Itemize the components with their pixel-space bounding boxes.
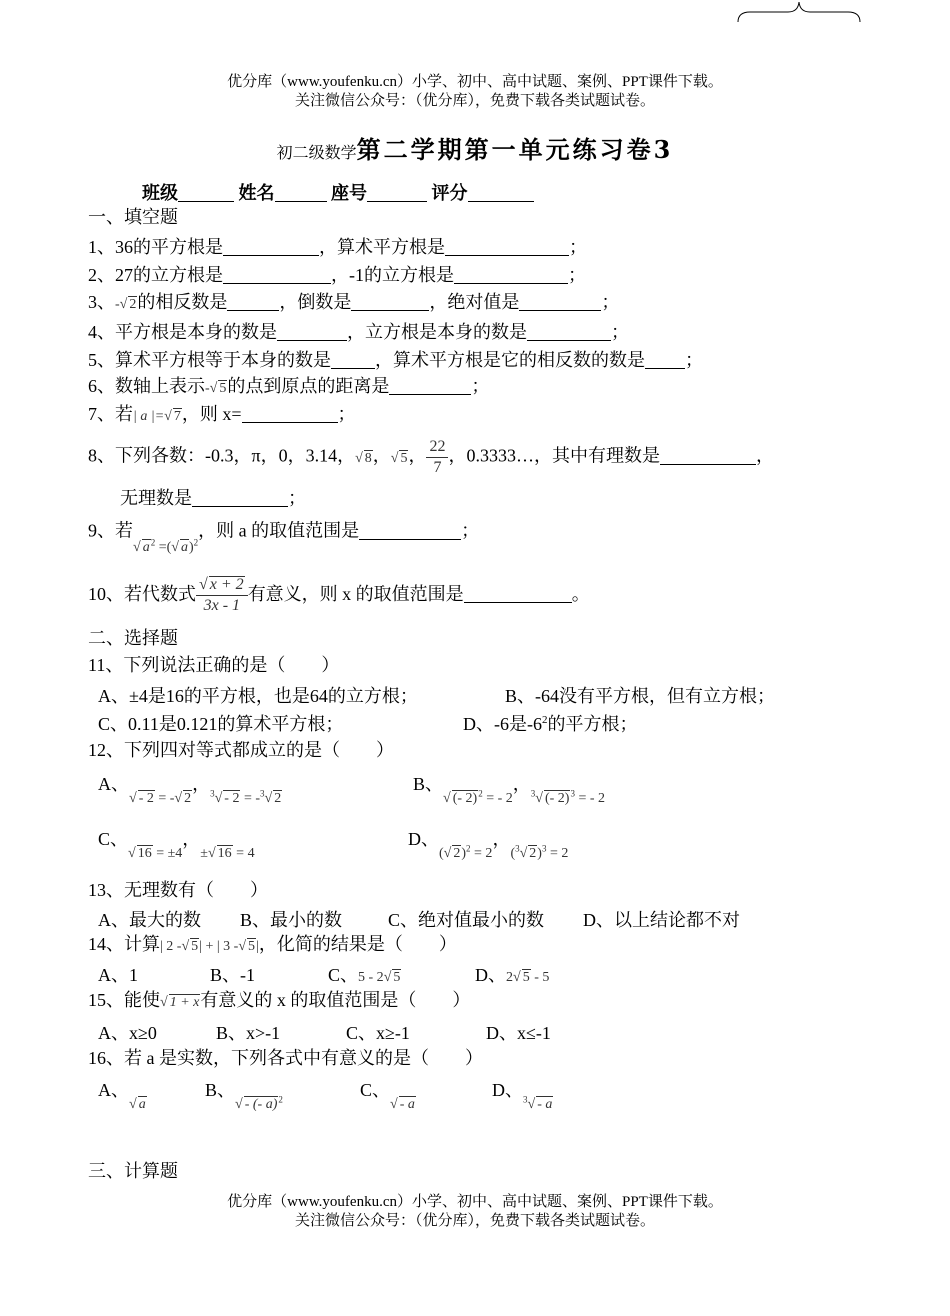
footer-line-1: 优分库（www.youfenku.cn）小学、初中、高中试题、案例、PPT课件下载。 (227, 1194, 723, 1210)
question-16-stem: 16、若 a 是实数，下列各式中有意义的是（ ） (88, 1048, 483, 1068)
q16-option-a[interactable]: A、$_{√ a}$ (98, 1080, 146, 1112)
answer-blank[interactable] (192, 488, 288, 507)
answer-blank[interactable] (223, 265, 331, 284)
q12-option-b[interactable]: B、$_{√ (- 2)^2 = - 2}$，$_{^3√ (- 2)^3 = - 2}$ (413, 774, 606, 806)
answer-blank[interactable] (389, 376, 471, 395)
question-1: 1、36的平方根是 ，算术平方根是 ； (88, 237, 587, 257)
answer-blank[interactable] (242, 404, 338, 423)
q15-option-b[interactable]: B、x>-1 (216, 1023, 281, 1043)
question-9: 9、若$_{√ a^2 =(√ a)^2}$，则 a 的取值范围是 ； (88, 520, 480, 555)
question-8-cont: 无理数是 ； (120, 488, 306, 508)
q14-option-a[interactable]: A、1 (98, 965, 138, 985)
q11-option-a[interactable]: A、±4是16的平方根，也是64的立方根； (98, 686, 418, 706)
name-field[interactable] (275, 183, 327, 202)
q12-option-a[interactable]: A、$_{√ - 2 = -√ 2}$，$_{^3√ - 2 = -^3√ 2}$ (98, 774, 282, 806)
q13-option-c[interactable]: C、绝对值最小的数 (388, 910, 545, 930)
student-info (142, 179, 534, 205)
q14-option-d[interactable]: D、2√ 5 - 5 (475, 965, 550, 985)
name-label: 姓名 (238, 183, 275, 203)
score-label: 评分 (431, 183, 468, 203)
answer-blank[interactable] (223, 237, 319, 256)
answer-blank[interactable] (445, 237, 569, 256)
sqrt-5: √ 5 (390, 450, 408, 466)
answer-blank[interactable] (464, 584, 572, 603)
header-line-1: 优分库（www.youfenku.cn）小学、初中、高中试题、案例、PPT课件下载。 (227, 74, 723, 90)
question-7: 7、若| a |=√ 7，则 x= ； (88, 404, 356, 424)
seat-label: 座号 (331, 183, 367, 203)
section-choice-title: 二、选择题 (88, 628, 178, 648)
q14-option-c[interactable]: C、5 - 2√ 5 (328, 965, 401, 985)
question-14-stem: 14、计算| 2 -√ 5| + | 3 -√ 5|，化简的结果是（ ） (88, 934, 457, 954)
brace-decoration (736, 0, 862, 24)
footer-line-2: 关注微信公众号：（优分库），免费下载各类试题试卷。 (294, 1213, 655, 1229)
q15-option-a[interactable]: A、x≥0 (98, 1023, 157, 1043)
answer-blank[interactable] (660, 446, 756, 465)
q13-option-a[interactable]: A、最大的数 (98, 910, 201, 930)
q14-option-b[interactable]: B、-1 (210, 965, 255, 985)
abs-a-equals-sqrt7: | a |=√ 7 (133, 409, 181, 424)
q11-option-b[interactable]: B、-64没有平方根，但有立方根； (505, 686, 775, 706)
score-field[interactable] (468, 183, 534, 202)
class-field[interactable] (178, 183, 234, 202)
question-2: 2、27的立方根是 ，-1的立方根是 ； (88, 265, 586, 285)
question-15-stem: 15、能使√ 1 + x有意义的 x 的取值范围是（ ） (88, 990, 471, 1010)
answer-blank[interactable] (331, 350, 375, 369)
q13-option-b[interactable]: B、最小的数 (240, 910, 343, 930)
q12-option-d[interactable]: D、$_{(√ 2)^2 = 2}$，$_{(^3√ 2)^3 = 2}$ (408, 829, 569, 861)
sqrt-1-plus-x: √ 1 + x (160, 995, 200, 1010)
section-calc-title: 三、计算题 (88, 1161, 178, 1181)
q13-option-d[interactable]: D、以上结论都不对 (583, 910, 740, 930)
header-line-2: 关注微信公众号：（优分库），免费下载各类试题试卷。 (294, 93, 655, 109)
seat-field[interactable] (367, 183, 427, 202)
section-fill-in-title: 一、填空题 (88, 207, 178, 227)
page-title (0, 130, 950, 165)
question-13-stem: 13、无理数有（ ） (88, 880, 268, 900)
fraction-22-over-7: $\frac{22}{7}$ (426, 437, 448, 478)
abs-expression: | 2 -√ 5| + | 3 -√ 5| (160, 939, 259, 954)
sqrt-8: √ 8 (355, 450, 372, 466)
question-10: 10、若代数式 $\frac{√ x + 2}{3x - 1}$ 有意义，则 x 的取值范围是 。 (88, 576, 590, 615)
q15-option-c[interactable]: C、x≥-1 (346, 1023, 410, 1043)
question-5: 5、算术平方根等于本身的数是 ，算术平方根是它的相反数的数是 ； (88, 350, 703, 370)
answer-blank[interactable] (227, 292, 279, 311)
q16-option-b[interactable]: B、$_{√ - (- a)^2}$ (205, 1080, 283, 1112)
title-main: 第二学期第一单元练习卷3 (356, 135, 674, 164)
neg-sqrt-5: -√ 5 (205, 381, 227, 396)
question-6: 6、数轴上表示-√ 5的点到原点的距离是 ； (88, 376, 490, 396)
answer-blank[interactable] (527, 322, 611, 341)
question-4: 4、平方根是本身的数是 ，立方根是本身的数是 ； (88, 322, 629, 342)
q16-option-c[interactable]: C、$_{√ - a}$ (360, 1080, 415, 1112)
q15-option-d[interactable]: D、x≤-1 (486, 1023, 551, 1043)
answer-blank[interactable] (277, 322, 347, 341)
q16-option-d[interactable]: D、$_{^3√ - a}$ (492, 1080, 553, 1112)
class-label: 班级 (142, 183, 178, 203)
question-12-stem: 12、下列四对等式都成立的是（ ） (88, 740, 394, 760)
question-8: 8、下列各数：-0.3，π，0，3.14，√ 8，√ 5， $\frac{22}{7}$ ，0.3333…，其中有理数是 ， (88, 438, 774, 476)
answer-blank[interactable] (351, 292, 429, 311)
q12-option-c[interactable]: C、$_{√ 16 = \pm 4}$，$_{\pm√ 16 = 4}$ (98, 829, 255, 861)
answer-blank[interactable] (645, 350, 685, 369)
question-11-stem: 11、下列说法正确的是（ ） (88, 655, 340, 675)
answer-blank[interactable] (359, 521, 461, 540)
sqrt-a-squared-expr: √ a2 =(√ a)2 (133, 537, 199, 555)
neg-sqrt-2: -√ 2 (115, 297, 137, 312)
answer-blank[interactable] (454, 265, 568, 284)
q11-option-c[interactable]: C、0.11是0.121的算术平方根； (98, 714, 344, 734)
q11-option-d[interactable]: D、-6是$-6^2$的平方根； (463, 714, 638, 734)
fraction-sqrt-expr: $\frac{√ x + 2}{3x - 1}$ (196, 575, 248, 616)
question-3: 3、-√ 2的相反数是 ，倒数是 ，绝对值是 ； (88, 292, 620, 312)
answer-blank[interactable] (519, 292, 601, 311)
title-prefix: 初二级数学 (276, 145, 357, 162)
